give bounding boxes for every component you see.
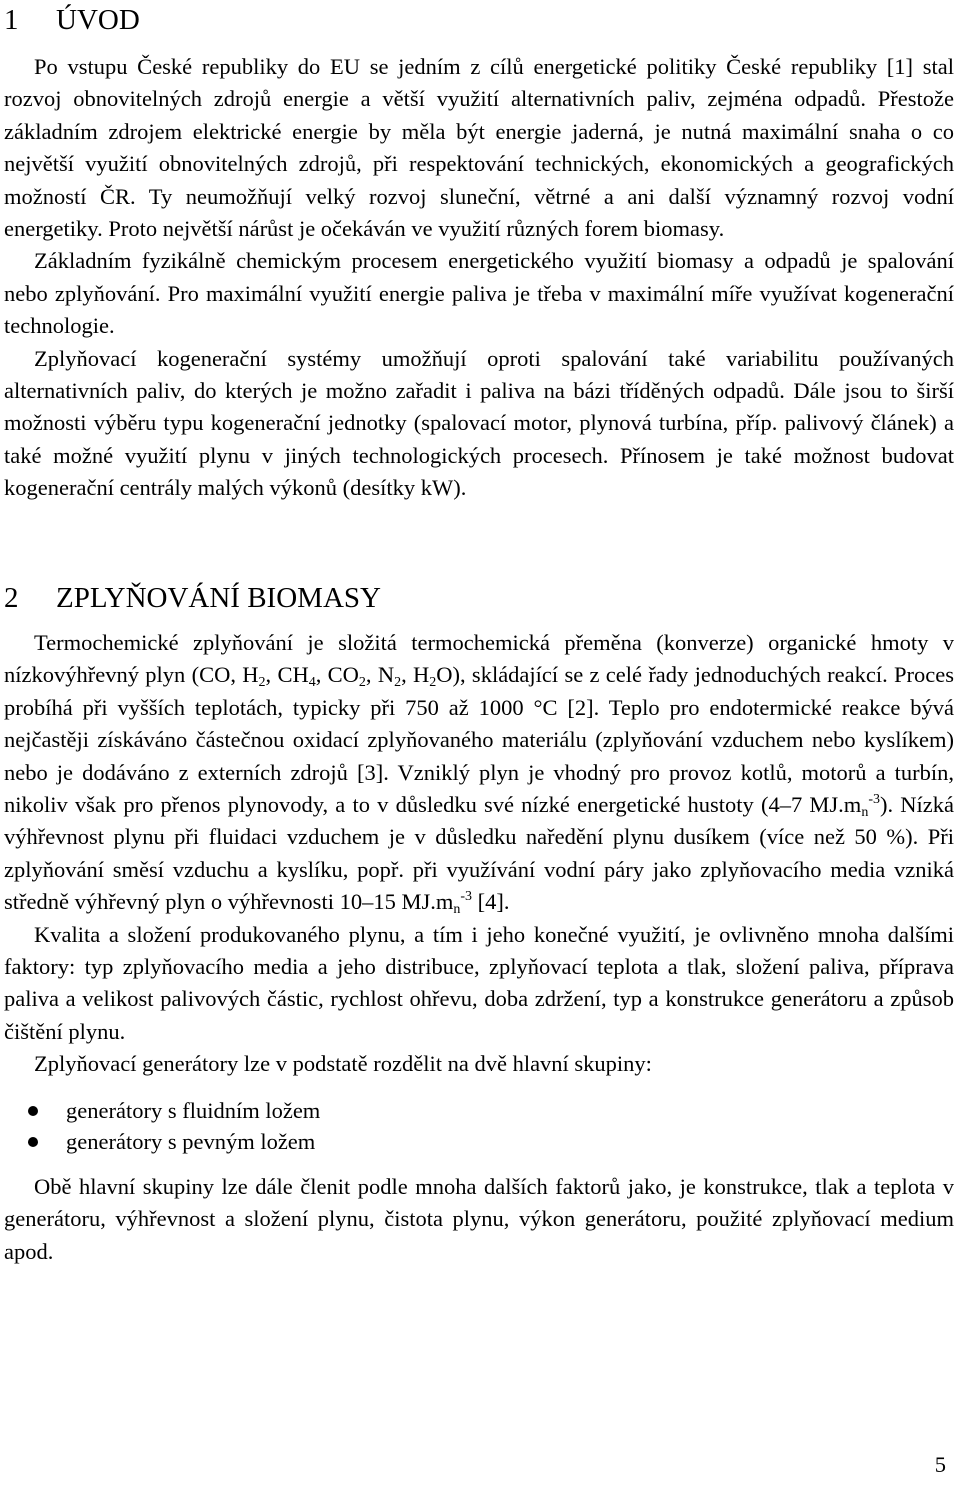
- page-number: 5: [934, 1452, 946, 1477]
- intro-paragraph-1: Po vstupu České republiky do EU se jedním z cílů energetické politiky České republiky [1] stal rozvoj obnovitelných zdrojů energie a větší využití alternativních paliv, zejména odpadů. Přestože základním zdrojem elektrické energie by měla být energie jaderná, je nutná maximální snaha o co největší využití obnovitelných zdrojů, při respektování technických, ekonomických a geografických možností ČR. Ty neumožňují velký rozvoj sluneční, větrné a ani další významný rozvoj vodní energetiky. Proto největší nárůst je očekáván ve využití různých forem biomasy.: [4, 54, 954, 242]
- gasification-paragraph-1: Termochemické zplyňování je složitá termochemická přeměna (konverze) organické hmoty v nízkovýhřevný plyn (CO, $H_2$, $CH_4$, $CO_2$, $N_2$, $H_2O$), skládající se z celé řady jednoduchých reakcí. Proces probíhá při vyšších teplotách, typicky při 750 až 1000 °C [2]. Teplo pro endotermické reakce bývá nejčastěji získáváno částečnou oxidací zplyňovaného materiálu (zplyňování vzduchem nebo kyslíkem) nebo je dodáváno z externích zdrojů [3]. Vzniklý plyn je vhodný pro provoz kotlů, motorů a turbín, nikoliv však pro přenos plynovody, a to v důsledku své nízké energetické hustoty (4–7 $MJ.m_n^{-3}$). Nízká výhřevnost plynu při fluidaci vzduchem je v důsledku naředění plynu dusíkem (více než 50 %). Při zplyňování směsí vzduchu a kyslíku, popř. při využívání vodní páry jako zplyňovacího media vzniká středně výhřevný plyn o výhřevnosti 10–15 $MJ.m_n^{-3}$ [4].: [4, 630, 955, 918]
- section-2-number: 2: [4, 582, 19, 614]
- intro-paragraph-2: Základním fyzikálně chemickým procesem energetického využití biomasy a odpadů je spalování nebo zplyňování. Pro maximální využití energie paliva je třeba v maximální míře využívat kogenerační technologie.: [4, 248, 954, 339]
- gasification-paragraph-2: Kvalita a složení produkovaného plynu, a tím i jeho konečné využití, je ovlivněno mnoha dalšími faktory: typ zplyňovacího media a jeho distribuce, zplyňovací teplota a tlak, složení paliva, příprava paliva a velikost palivových částic, rychlost ohřevu, doba zdržení, typ a konstrukce generátoru a způsob čištění plynu.: [4, 921, 954, 1044]
- intro-paragraph-3: Zplyňovací kogenerační systémy umožňují oproti spalování také variabilitu používaných alternativních paliv, do kterých je možno zařadit i paliva na bázi tříděných odpadů. Dále jsou to širší možnosti výběru typu kogenerační jednotky (spalovací motor, plynová turbína, příp. palivový článek) a také možné využití plynu v jiných technologických procesech. Přínosem je také možnost budovat kogenerační centrály malých výkonů (desítky kW).: [4, 345, 954, 501]
- section-1-number: 1: [4, 4, 19, 36]
- section-1-title: ÚVOD: [56, 4, 140, 36]
- generator-types-list: [4, 1095, 954, 1157]
- bullet-icon: [28, 1137, 38, 1147]
- section-1-body: [4, 51, 954, 505]
- section-2-title: ZPLYŇOVÁNÍ BIOMASY: [56, 582, 381, 614]
- section-2-body: [4, 627, 954, 1268]
- section-2-heading: [4, 584, 381, 613]
- list-item: generátory s fluidním ložem: [4, 1095, 954, 1126]
- bullet-icon: [28, 1106, 38, 1116]
- section-1-heading: [4, 6, 140, 35]
- gasification-paragraph-3: Zplyňovací generátory lze v podstatě rozdělit na dvě hlavní skupiny:: [34, 1051, 652, 1077]
- list-item: generátory s pevným ložem: [4, 1126, 954, 1157]
- gasification-paragraph-4: Obě hlavní skupiny lze dále členit podle mnoha dalších faktorů jako, je konstrukce, tlak a teplota v generátoru, výhřevnost a složení plynu, čistota plynu, výkon generátoru, použité zplyňovací medium apod.: [4, 1173, 954, 1264]
